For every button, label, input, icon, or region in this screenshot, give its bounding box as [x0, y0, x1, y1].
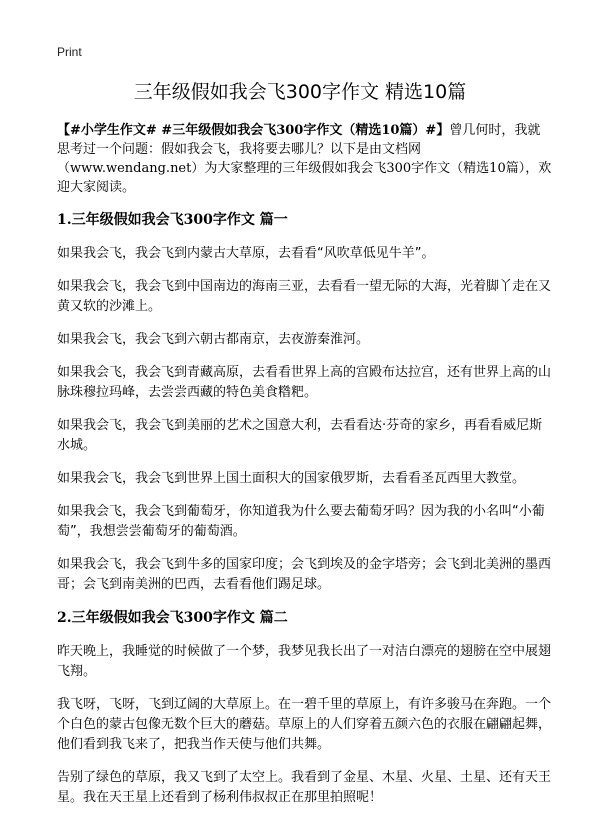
section-1-paragraph-1: 如果我会飞，我会飞到内蒙古大草原，去看看“风吹草低见牛羊”。: [57, 246, 435, 261]
section-1-paragraph-4: 如果我会飞，我会飞到青藏高原，去看看世界上高的宫殿布达拉宫，还有世界上高的山脉珠穆拉玛峰，去尝尝西藏的特色美食糌粑。: [57, 365, 552, 400]
section-1-paragraph-8: 如果我会飞，我会飞到牛多的国家印度；会飞到埃及的金字塔旁；会飞到北美洲的墨西哥；会飞到南美洲的巴西，去看看他们踢足球。: [57, 557, 552, 592]
section-2-paragraph-2: 我飞呀，飞呀，飞到辽阔的大草原上。在一碧千里的草原上，有许多骏马在奔跑。一个个白色的蒙古包像无数个巨大的蘑菇。草原上的人们穿着五颜六色的衣服在翩翩起舞，他们看到我飞来了，把我当作天使与他们共舞。: [57, 697, 552, 752]
intro-text: 曾几何时，我就思考过一个问题：假如我会飞，我将要去哪儿？以下是由文档网（www.wendang.net）为大家整理的三年级假如我会飞300字作文（精选10篇），欢迎大家阅读。: [57, 123, 552, 195]
print-label: Print: [57, 45, 82, 59]
page-title: 三年级假如我会飞300字作文 精选10篇: [133, 81, 467, 103]
section-1-paragraph-3: 如果我会飞，我会飞到六朝古都南京，去夜游秦淮河。: [57, 332, 370, 347]
section-heading-2: 2.三年级假如我会飞300字作文 篇二: [57, 610, 288, 626]
section-1-paragraph-2: 如果我会飞，我会飞到中国南边的海南三亚，去看看一望无际的大海，光着脚丫走在又黄又软的沙滩上。: [57, 279, 552, 314]
section-1-paragraph-7: 如果我会飞，我会飞到葡萄牙，你知道我为什么要去葡萄牙吗？因为我的小名叫“小葡萄”，我想尝尝葡萄牙的葡萄酒。: [57, 504, 545, 539]
article-body: [57, 121, 552, 821]
intro-paragraph: [57, 121, 552, 197]
section-2-paragraph-1: 昨天晚上，我睡觉的时候做了一个梦，我梦见我长出了一对洁白漂亮的翅膀在空中展翅飞翔。: [57, 644, 552, 679]
section-1-paragraph-6: 如果我会飞，我会飞到世界上国土面积大的国家俄罗斯，去看看圣瓦西里大教堂。: [57, 471, 526, 486]
intro-tag: 【#小学生作文# #三年级假如我会飞300字作文（精选10篇）#】: [57, 123, 450, 138]
section-2-paragraph-3: 告别了绿色的草原，我又飞到了太空上。我看到了金星、木星、火星、土星、还有天王星。我在天王星上还看到了杨利伟叔叔正在那里拍照呢！: [57, 770, 552, 805]
section-1-paragraph-5: 如果我会飞，我会飞到美丽的艺术之国意大利，去看看达·芬奇的家乡，再看看威尼斯水城。: [57, 418, 543, 453]
section-heading-1: 1.三年级假如我会飞300字作文 篇一: [57, 212, 288, 228]
